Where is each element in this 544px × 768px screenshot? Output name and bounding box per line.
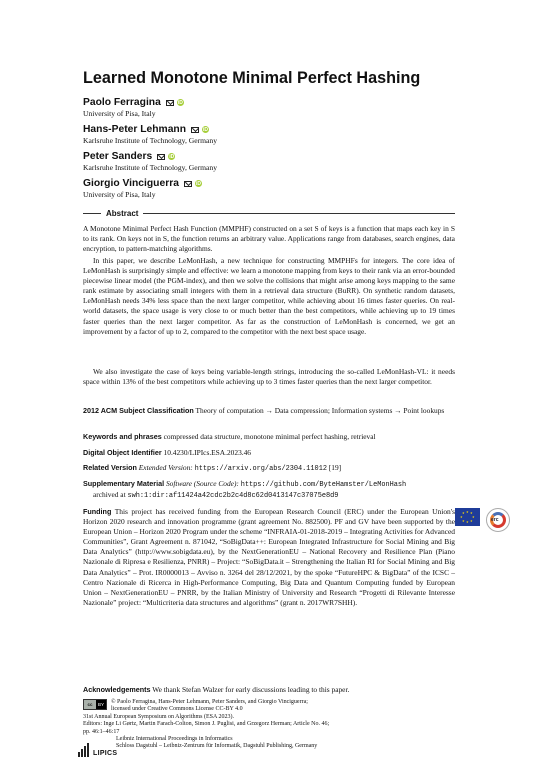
author-name: Hans-Peter Lehmann: [83, 124, 186, 135]
author-affiliation: University of Pisa, Italy: [83, 109, 156, 118]
orcid-icon[interactable]: iD: [195, 180, 201, 187]
abstract-heading-label: Abstract: [106, 209, 139, 218]
footer-editors: Editors: Inge Li Gørtz, Martin Farach-Colton, Simon J. Puglisi, and Grzegorz Herman; Article No. 46;: [83, 721, 330, 728]
divider: [83, 213, 101, 214]
author-affiliation: Karlsruhe Institute of Technology, Germany: [83, 163, 218, 172]
related-label: Related Version: [83, 463, 137, 472]
license-text: [111, 699, 308, 714]
author-block: [83, 124, 217, 145]
supp-label: Supplementary Material: [83, 479, 165, 488]
keywords-label: Keywords and phrases: [83, 432, 162, 441]
author-name-row: [83, 151, 217, 162]
doi: [83, 448, 455, 458]
related-link[interactable]: https://arxiv.org/abs/2304.11012: [194, 465, 327, 473]
ccs-label: 2012 ACM Subject Classification: [83, 406, 194, 415]
ack-label: Acknowledgements: [83, 685, 151, 694]
abstract-heading: [83, 209, 455, 218]
email-icon[interactable]: [157, 154, 165, 160]
email-icon[interactable]: [166, 100, 174, 106]
keywords: [83, 432, 455, 442]
orcid-icon[interactable]: iD: [169, 153, 175, 160]
author-block: [83, 151, 217, 172]
related-kind: Extended Version:: [138, 463, 193, 472]
author-name-row: [83, 124, 217, 135]
footer-publisher: Schloss Dagstuhl – Leibniz-Zentrum für Informatik, Dagstuhl Publishing, Germany: [116, 743, 318, 750]
lipics-logo: [78, 743, 117, 757]
paper-title: Learned Monotone Minimal Perfect Hashing: [83, 69, 421, 87]
swh-link[interactable]: swh:1:dir:af11424a42cdc2b2c4d8c62d0413147c37075e8d9: [127, 492, 339, 501]
footer-copyright: © Paolo Ferragina, Hans-Peter Lehmann, Peter Sanders, and Giorgio Vinciguerra;: [111, 699, 308, 705]
funding: [83, 507, 455, 608]
copyright-footer: [83, 699, 463, 751]
license-row: [83, 699, 463, 714]
lipics-wordmark: LIPICS: [93, 750, 118, 757]
author-affiliation: University of Pisa, Italy: [83, 190, 156, 199]
erc-logo-text: erc: [491, 517, 499, 523]
footer-series: Leibniz International Proceedings in Informatics: [116, 736, 233, 743]
abstract-paragraph: In this paper, we describe LeMonHash, a new technique for constructing MMPHFs for integers. The core idea of LeMonHash is surprisingly simple and effective: we learn a monotone mapping from keys to their rank via an error-bounded piecewise linear model (the PGM-index), and then we solve the collisions that might arise among keys mapping to the same rank estimate by associating small integers with them in a retrieval data structure (BuRR). On synthetic random datasets, LeMonHash needs 34% less space than the next larger competitor, while achieving about 16 times faster queries. On real-world datasets, the space usage is very close to or much better than the best competitors, while achieving up to 19 times faster queries than the next larger competitor. As far as the construction of LeMonHash is concerned, we get an improvement by a factor of up to 2, compared to the competitor with the next best space usage.: [83, 256, 455, 336]
keywords-text: compressed data structure, monotone minimal perfect hashing, retrieval: [163, 432, 376, 441]
footer-license[interactable]: licensed under Creative Commons License CC-BY 4.0: [111, 706, 243, 713]
author-affiliation: Karlsruhe Institute of Technology, Germany: [83, 136, 218, 145]
author-name: Peter Sanders: [83, 151, 153, 162]
footer-conference: 31st Annual European Symposium on Algorithms (ESA 2023).: [83, 713, 234, 720]
ccs-text: Theory of computation → Data compression; Information systems → Point lookups: [195, 406, 445, 415]
supplementary-material: [83, 479, 455, 501]
eu-flag-icon: ★ ★ ★ ★ ★ ★ ★ ★: [455, 508, 480, 526]
supp-archived-prefix: archived at: [93, 490, 126, 500]
email-icon[interactable]: [184, 181, 192, 187]
author-name: Paolo Ferragina: [83, 97, 161, 108]
author-block: [83, 97, 184, 118]
doi-label: Digital Object Identifier: [83, 448, 162, 457]
author-block: [83, 178, 202, 199]
cc-badge-right: BY: [96, 700, 106, 709]
doi-link[interactable]: 10.4230/LIPIcs.ESA.2023.46: [163, 448, 252, 457]
divider: [143, 213, 455, 214]
cc-by-icon[interactable]: [83, 699, 107, 710]
lipics-bars-icon: [78, 743, 91, 757]
supp-link[interactable]: https://github.com/ByteHamster/LeMonHash: [240, 481, 407, 489]
orcid-icon[interactable]: iD: [177, 99, 183, 106]
related-ref[interactable]: [19]: [328, 463, 342, 472]
author-name-row: [83, 97, 184, 108]
acknowledgements: [83, 685, 455, 695]
funding-label: Funding: [83, 507, 112, 516]
acm-classification: [83, 406, 455, 416]
author-name-row: [83, 178, 202, 189]
erc-logo-icon: [486, 508, 510, 532]
ack-text: We thank Stefan Walzer for early discussions leading to this paper.: [152, 685, 350, 694]
orcid-icon[interactable]: iD: [203, 126, 208, 133]
footer-pages: pp. 46:1–46:17: [83, 728, 120, 735]
email-icon[interactable]: [191, 127, 199, 133]
supp-kind: Software (Source Code):: [165, 479, 239, 488]
abstract-paragraph: A Monotone Minimal Perfect Hash Function (MMPHF) constructed on a set S of keys is a function that maps each key in S to its rank. On keys not in S, the function returns an arbitrary value. Applications range from databases, search engines, data encryption, to pattern-matching algorithms.: [83, 224, 455, 254]
abstract-paragraph: We also investigate the case of keys being variable-length strings, introducing the so-called LeMonHash-VL: it needs space within 13% of the best competitors while achieving up to 3 times faster queries than the next larger competitor.: [83, 367, 455, 387]
related-version: [83, 463, 455, 474]
author-name: Giorgio Vinciguerra: [83, 178, 179, 189]
funding-logos: [455, 508, 510, 532]
cc-badge-left: cc: [84, 700, 96, 709]
funding-text: This project has received funding from the European Research Council (ERC) under the European Union's Horizon 2020 research and innovation programme (grant agreement No. 882500). PF and GV have been supported by the European Union – Horizon 2020 Program under the scheme “INFRAIA-01-2018-2019 – Integrating Activities for Advanced Communities”, Grant Agreement n. 871042, “SoBigData++: European Integrated Infrastructure for Social Mining and Big Data Analytics” (http://www.sobigdata.eu), by the NextGenerationEU – National Recovery and Resilience Plan (Piano Nazionale di Ripresa e Resilienza, PNRR) – Project: “SoBigData.it – Strengthening the Italian RI for Social Mining and Big Data Analytics” – Prot. IR0000013 – Avviso n. 3264 del 28/12/2021, by the spoke “FutureHPC & BigData” of the ICSC – Centro Nazionale di Ricerca in High-Performance Computing, Big Data and Quantum Computing funded by European Union – NextGenerationEU – PNRR, by the Italian Ministry of University and Research “Progetti di Rilevante Interesse Nazionale” project: “Multicriteria data structures and algorithms” (grant n. 2017WR7SHH).: [83, 507, 455, 607]
